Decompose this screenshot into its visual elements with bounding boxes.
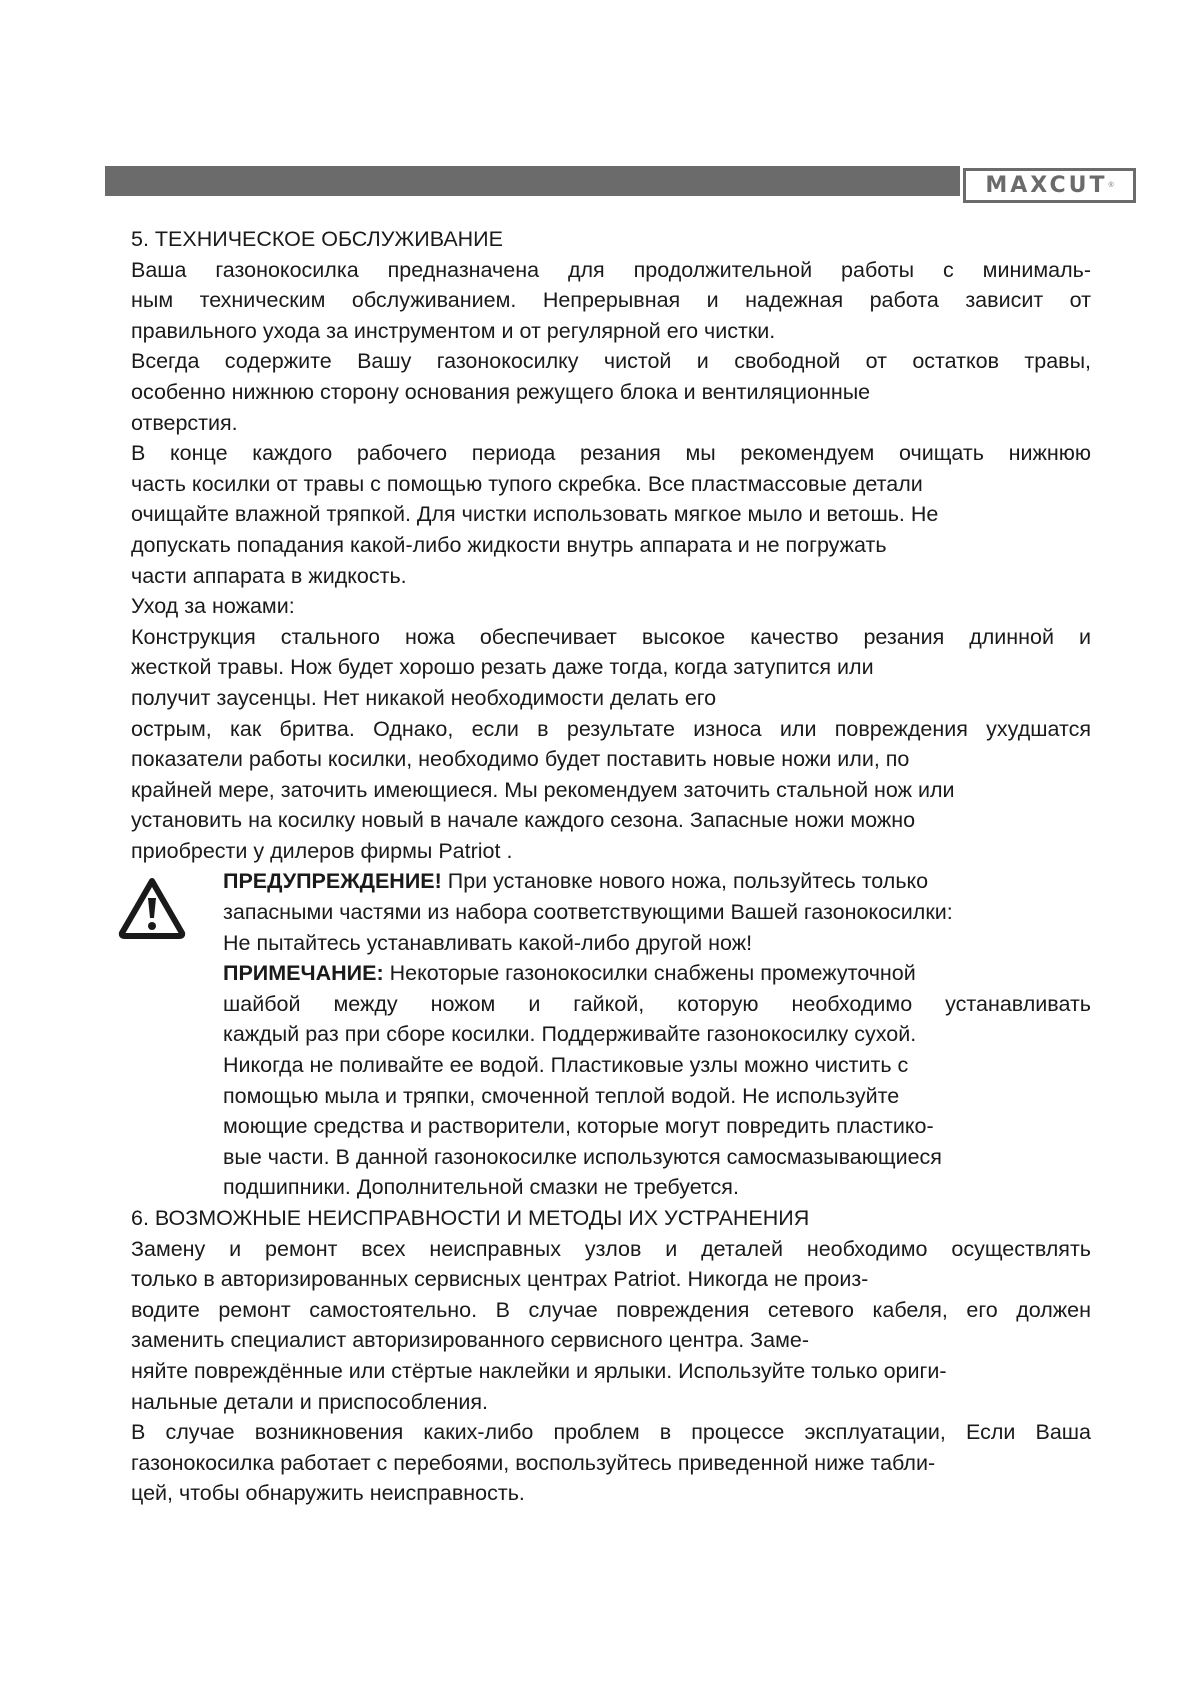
paragraph-line: Всегда содержите Вашу газонокосилку чистой и свободной от остатков травы,	[131, 349, 1091, 374]
paragraph-line: крайней мере, заточить имеющиеся. Мы рекомендуем заточить стальной нож или	[131, 777, 955, 802]
paragraph-line: няйте повреждённые или стёртые наклейки и ярлыки. Используйте только ориги-	[131, 1358, 947, 1383]
paragraph-line: показатели работы косилки, необходимо будет поставить новые ножи или, по	[131, 747, 910, 772]
note-line: подшипники. Дополнительной смазки не требуется.	[223, 1175, 739, 1200]
paragraph-line: установить на косилку новый в начале каждого сезона. Запасные ножи можно	[131, 808, 916, 833]
paragraph-line: В конце каждого рабочего периода резания мы рекомендуем очищать нижнюю	[131, 441, 1091, 466]
header-bar	[105, 166, 960, 196]
paragraph-line: часть косилки от травы с помощью тупого скребка. Все пластмассовые детали	[131, 471, 923, 496]
note-line: шайбой между ножом и гайкой, которую необходимо устанавливать	[223, 991, 1091, 1016]
paragraph-line: газонокосилка работает с перебоями, воспользуйтесь приведенной ниже табли-	[131, 1450, 936, 1475]
warning-block	[131, 866, 1091, 1203]
paragraph-line: очищайте влажной тряпкой. Для чистки использовать мягкое мыло и ветошь. Не	[131, 502, 939, 527]
note-line: вые части. В данной газонокосилке используются самосмазывающиеся	[223, 1144, 942, 1169]
warning-line: запасными частями из набора соответствующими Вашей газонокосилки:	[223, 900, 953, 925]
paragraph-line: водите ремонт самостоятельно. В случае повреждения сетевого кабеля, его должен	[131, 1297, 1091, 1322]
paragraph-line: только в авторизированных сервисных центрах Patriot. Никогда не произ-	[131, 1267, 869, 1292]
paragraph-line: приобрести у дилеров фирмы Patriot .	[131, 838, 513, 863]
note-line: Никогда не поливайте ее водой. Пластиковые узлы можно чистить с	[223, 1053, 909, 1078]
note-line	[131, 958, 1091, 989]
paragraph-line: особенно нижнюю сторону основания режущего блока и вентиляционные	[131, 379, 871, 404]
paragraph-line: отверстия.	[131, 410, 238, 435]
maxcut-logo	[963, 168, 1136, 203]
note-line: каждый раз при сборе косилки. Поддерживайте газонокосилку сухой.	[223, 1022, 917, 1047]
section-5-title: 5. ТЕХНИЧЕСКОЕ ОБСЛУЖИВАНИЕ	[131, 227, 503, 251]
paragraph-line: жесткой травы. Нож будет хорошо резать даже тогда, когда затупится или	[131, 655, 874, 680]
logo-registered-mark: ®	[1108, 182, 1114, 189]
paragraph-line: цей, чтобы обнаружить неисправность.	[131, 1481, 525, 1506]
paragraph-line: нальные детали и приспособления.	[131, 1389, 488, 1414]
paragraph-line: Конструкция стального ножа обеспечивает высокое качество резания длинной и	[131, 624, 1091, 649]
logo-text: MAXCUT	[985, 173, 1108, 198]
paragraph-line: В случае возникновения каких-либо проблем в процессе эксплуатации, Если Ваша	[131, 1420, 1091, 1445]
page-content	[131, 224, 1091, 1509]
paragraph-line: допускать попадания какой-либо жидкости внутрь аппарата и не погружать	[131, 532, 887, 557]
paragraph-line: Ваша газонокосилка предназначена для продолжительной работы с минималь-	[131, 257, 1091, 282]
paragraph-line: острым, как бритва. Однако, если в результате износа или повреждения ухудшатся	[131, 716, 1091, 741]
paragraph-line: Замену и ремонт всех неисправных узлов и деталей необходимо осуществлять	[131, 1236, 1091, 1261]
paragraph-line: части аппарата в жидкость.	[131, 563, 407, 588]
warning-line	[131, 866, 1091, 897]
warning-text: При установке нового ножа, пользуйтесь только	[441, 869, 929, 894]
note-line: помощью мыла и тряпки, смоченной теплой водой. Не используйте	[223, 1083, 900, 1108]
paragraph-line: правильного ухода за инструментом и от регулярной его чистки.	[131, 318, 776, 343]
warning-label: ПРЕДУПРЕЖДЕНИЕ!	[223, 869, 442, 894]
paragraph-line: ным техническим обслуживанием. Непрерывная и надежная работа зависит от	[131, 288, 1091, 313]
note-text: Некоторые газонокосилки снабжены промежуточной	[383, 961, 916, 986]
note-label: ПРИМЕЧАНИЕ:	[223, 961, 384, 986]
section-6-title: 6. ВОЗМОЖНЫЕ НЕИСПРАВНОСТИ И МЕТОДЫ ИХ УСТРАНЕНИЯ	[131, 1206, 810, 1230]
note-line: моющие средства и растворители, которые могут повредить пластико-	[223, 1114, 934, 1139]
subheading-blade-care: Уход за ножами:	[131, 594, 295, 619]
warning-triangle-icon	[117, 876, 187, 940]
paragraph-line: получит заусенцы. Нет никакой необходимости делать его	[131, 685, 717, 710]
warning-line: Не пытайтесь устанавливать какой-либо другой нож!	[223, 930, 753, 955]
paragraph-line: заменить специалист авторизированного сервисного центра. Заме-	[131, 1328, 810, 1353]
